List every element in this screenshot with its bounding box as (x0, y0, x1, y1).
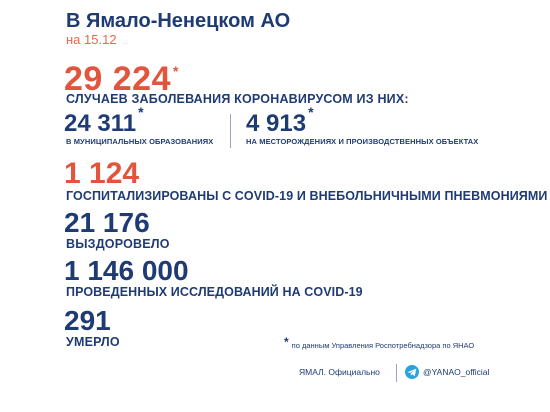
telegram-plane-icon (407, 368, 417, 377)
deaths-label: УМЕРЛО (66, 335, 120, 349)
recovered-label: ВЫЗДОРОВЕЛО (66, 237, 170, 251)
recovered-value: 21 176 (64, 207, 150, 238)
page-title: В Ямало-Ненецком АО (66, 10, 291, 32)
fields-star: * (308, 104, 314, 120)
telegram-icon[interactable] (405, 365, 419, 379)
municipal-label: В МУНИЦИПАЛЬНЫХ ОБРАЗОВАНИЯХ (66, 137, 214, 146)
hospitalized-value: 1 124 (64, 157, 140, 190)
footer-divider (396, 364, 397, 382)
telegram-channel-link[interactable]: @YANAO_official (423, 367, 490, 377)
fields-value: 4 913 (246, 110, 307, 137)
footnote (284, 337, 474, 351)
hospitalized-label: ГОСПИТАЛИЗИРОВАНЫ С COVID-19 И ВНЕБОЛЬНИЧНЫМИ ПНЕВМОНИЯМИ (66, 189, 548, 203)
municipal-value: 24 311 (64, 110, 137, 137)
footnote-text: по данным Управления Роспотребнадзора по ЯНАО (291, 341, 475, 350)
municipal-value-block (64, 104, 144, 138)
total-cases-label: СЛУЧАЕВ ЗАБОЛЕВАНИЯ КОРОНАВИРУСОМ ИЗ НИХ: (66, 92, 409, 106)
fields-label: НА МЕСТОРОЖДЕНИЯХ И ПРОИЗВОДСТВЕННЫХ ОБЪЕКТАХ (246, 137, 479, 146)
fields-value-block (246, 104, 314, 138)
municipal-star: * (138, 104, 144, 120)
date-subtitle: на 15.12 (66, 32, 117, 47)
deaths-value: 291 (64, 305, 111, 336)
tests-value: 1 146 000 (64, 255, 189, 286)
total-cases-value: 29 224 (64, 60, 171, 98)
total-cases-star: * (173, 63, 179, 79)
footnote-star: * (284, 335, 289, 349)
tests-label: ПРОВЕДЕННЫХ ИССЛЕДОВАНИЙ НА COVID-19 (66, 285, 363, 299)
footer-source: ЯМАЛ. Официально (299, 367, 380, 377)
stat-divider (230, 114, 231, 148)
